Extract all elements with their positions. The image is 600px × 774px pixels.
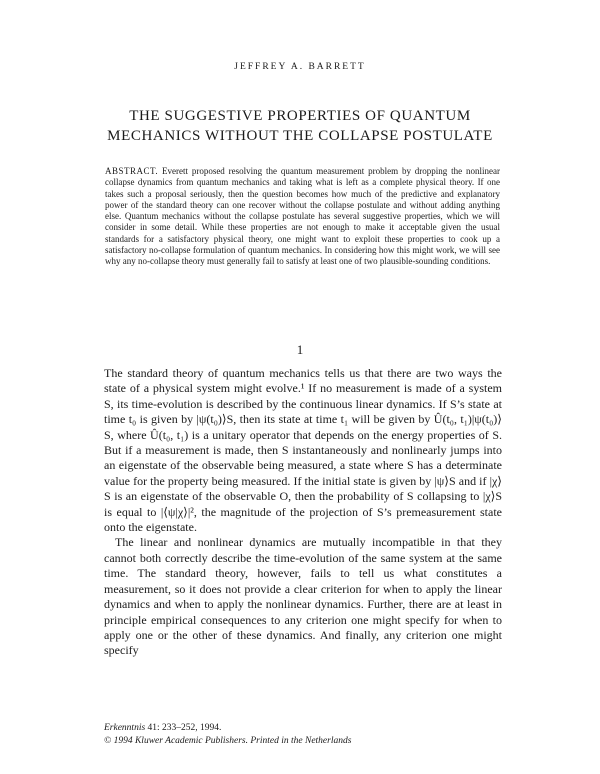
body-text — [104, 366, 502, 659]
paragraph-1: The standard theory of quantum mechanics tells us that there are two ways the state of a physical system might evolve.¹ If no measurement is made of a system S, its time-evolution is described by the continuous linear dynamics. If S’s state at time t₀ is given by |ψ(t₀)⟩S, then its state at time t₁ will be given by Û(t₀, t₁)|ψ(t₀)⟩S, where Û(t₀, t₁) is a unitary operator that depends on the energy properties of S. But if a measurement is made, then S instantaneously and nonlinearly jumps into an eigenstate of the observable being measured, a state where S has a determinate value for the property being measured. If the initial state is given by |ψ⟩S and if |χ⟩S is an eigenstate of the observable O, then the probability of S collapsing to |χ⟩S is equal to |⟨ψ|χ⟩|², the magnitude of the projection of S’s premeasurement state onto the eigenstate. — [104, 366, 502, 535]
title-line-2: MECHANICS WITHOUT THE COLLAPSE POSTULATE — [107, 128, 493, 144]
journal-name: Erkenntnis — [104, 723, 146, 733]
paragraph-2: The linear and nonlinear dynamics are mutually incompatible in that they cannot both correctly describe the time-evolution of the same system at the same time. The standard theory, however, fails to tell us what constitutes a measurement, so it does not provide a clear criterion for when to apply the linear dynamics and when to apply the nonlinear dynamics. Further, there are at least in principle empirical consequences to any criterion one might specify for when to apply one or the other of these dynamics. And finally, any criterion one might specify — [104, 535, 502, 658]
citation-line — [104, 722, 504, 735]
copyright-line: © 1994 Kluwer Academic Publishers. Printed in the Netherlands — [104, 736, 352, 746]
publication-footer — [104, 722, 504, 748]
section-number: 1 — [296, 342, 304, 357]
abstract-text: Everett proposed resolving the quantum measurement problem by dropping the nonlinear collapse dynamics from quantum mechanics and taking what is left as a complete physical theory. If one takes such a proposal seriously, then the question becomes how much of the predictive and explanatory power of the standard theory can one recover without the collapse postulate and without adding anything else. Quantum mechanics without the collapse postulate has several suggestive properties, which we will consider in some detail. While these properties are not enough to make it acceptable given the usual standards for a satisfactory physical theory, one might want to exploit these properties to cook up a satisfactory no-collapse formulation of quantum mechanics. In considering how this might work, we will see why any no-collapse theory must generally fail to satisfy at least one of two plausible-sounding conditions. — [105, 166, 501, 267]
author-name: JEFFREY A. BARRETT — [234, 62, 366, 72]
title-line-1: THE SUGGESTIVE PROPERTIES OF QUANTUM — [129, 108, 471, 124]
abstract — [105, 166, 500, 268]
citation-details: 41: 233–252, 1994. — [145, 723, 222, 733]
abstract-label: ABSTRACT. — [105, 166, 159, 176]
paper-title — [60, 106, 540, 146]
